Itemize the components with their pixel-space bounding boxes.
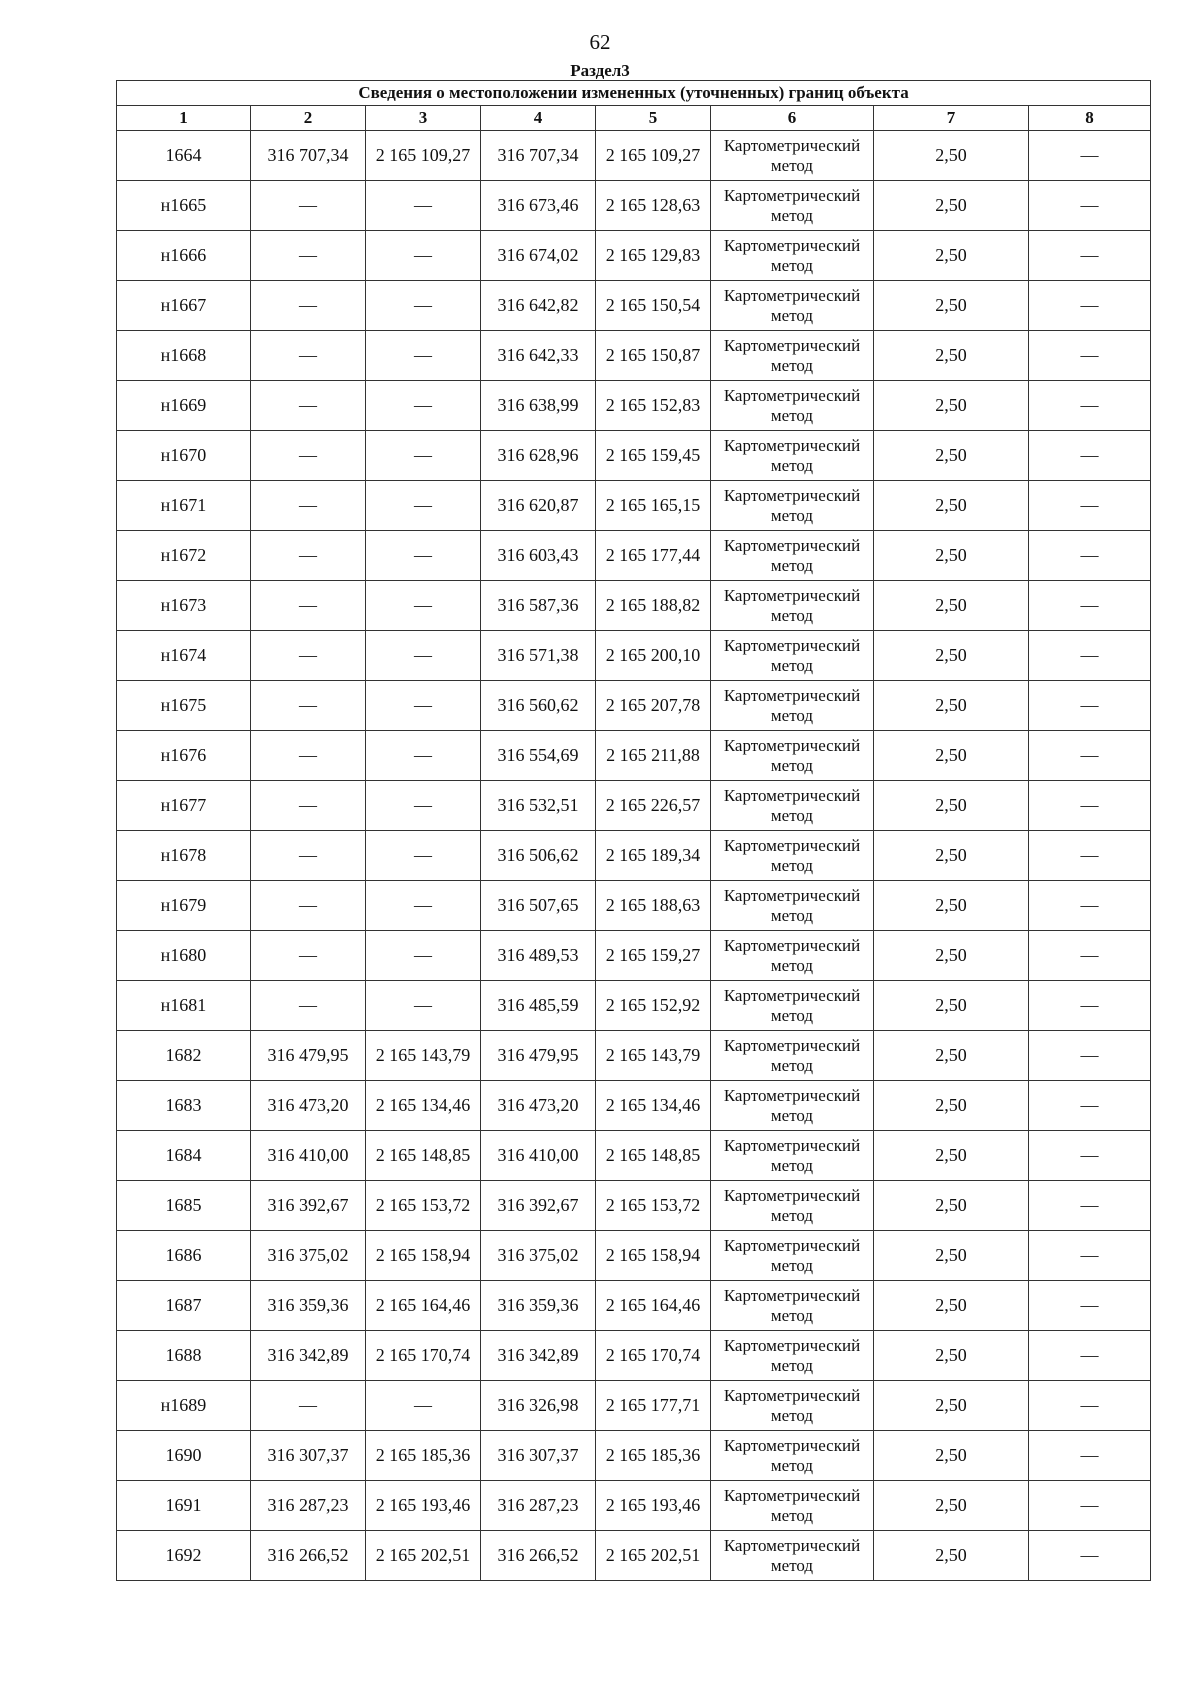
method-cell: Картометрический метод [711, 831, 874, 881]
description-cell: — [1029, 931, 1151, 981]
new-y-cell: 2 165 202,51 [596, 1531, 711, 1581]
method-cell: Картометрический метод [711, 281, 874, 331]
method-cell: Картометрический метод [711, 431, 874, 481]
accuracy-cell: 2,50 [874, 1081, 1029, 1131]
existing-y-cell: — [366, 981, 481, 1031]
existing-y-cell: 2 165 193,46 [366, 1481, 481, 1531]
accuracy-cell: 2,50 [874, 881, 1029, 931]
new-x-cell: 316 342,89 [481, 1331, 596, 1381]
point-id-cell: н1667 [117, 281, 251, 331]
new-x-cell: 316 642,82 [481, 281, 596, 331]
existing-x-cell: 316 479,95 [251, 1031, 366, 1081]
description-cell: — [1029, 1331, 1151, 1381]
existing-y-cell: — [366, 231, 481, 281]
table-row [117, 831, 1151, 881]
method-cell: Картометрический метод [711, 881, 874, 931]
new-x-cell: 316 638,99 [481, 381, 596, 431]
new-x-cell: 316 473,20 [481, 1081, 596, 1131]
method-cell: Картометрический метод [711, 1331, 874, 1381]
column-header-3: 3 [366, 106, 481, 131]
description-cell: — [1029, 981, 1151, 1031]
existing-x-cell: — [251, 931, 366, 981]
new-y-cell: 2 165 134,46 [596, 1081, 711, 1131]
accuracy-cell: 2,50 [874, 181, 1029, 231]
table-body [117, 131, 1151, 1581]
description-cell: — [1029, 1281, 1151, 1331]
new-y-cell: 2 165 152,83 [596, 381, 711, 431]
table-row [117, 1281, 1151, 1331]
new-y-cell: 2 165 211,88 [596, 731, 711, 781]
existing-y-cell: — [366, 531, 481, 581]
new-x-cell: 316 620,87 [481, 481, 596, 531]
method-cell: Картометрический метод [711, 181, 874, 231]
new-x-cell: 316 287,23 [481, 1481, 596, 1531]
new-y-cell: 2 165 150,54 [596, 281, 711, 331]
existing-x-cell: — [251, 781, 366, 831]
existing-y-cell: 2 165 153,72 [366, 1181, 481, 1231]
method-cell: Картометрический метод [711, 481, 874, 531]
accuracy-cell: 2,50 [874, 581, 1029, 631]
description-cell: — [1029, 1081, 1151, 1131]
table-row [117, 281, 1151, 331]
new-y-cell: 2 165 143,79 [596, 1031, 711, 1081]
column-header-5: 5 [596, 106, 711, 131]
table-row [117, 931, 1151, 981]
description-cell: — [1029, 1131, 1151, 1181]
new-x-cell: 316 359,36 [481, 1281, 596, 1331]
description-cell: — [1029, 531, 1151, 581]
accuracy-cell: 2,50 [874, 1431, 1029, 1481]
existing-y-cell: 2 165 134,46 [366, 1081, 481, 1131]
existing-y-cell: — [366, 331, 481, 381]
point-id-cell: 1691 [117, 1481, 251, 1531]
accuracy-cell: 2,50 [874, 131, 1029, 181]
table-row [117, 881, 1151, 931]
new-y-cell: 2 165 185,36 [596, 1431, 711, 1481]
description-cell: — [1029, 1181, 1151, 1231]
point-id-cell: н1676 [117, 731, 251, 781]
method-cell: Картометрический метод [711, 1131, 874, 1181]
table-row [117, 381, 1151, 431]
new-y-cell: 2 165 170,74 [596, 1331, 711, 1381]
existing-x-cell: — [251, 981, 366, 1031]
new-y-cell: 2 165 128,63 [596, 181, 711, 231]
point-id-cell: 1685 [117, 1181, 251, 1231]
point-id-cell: н1670 [117, 431, 251, 481]
point-id-cell: н1666 [117, 231, 251, 281]
boundary-coordinates-table [116, 80, 1151, 1581]
point-id-cell: 1687 [117, 1281, 251, 1331]
existing-x-cell: 316 707,34 [251, 131, 366, 181]
new-y-cell: 2 165 109,27 [596, 131, 711, 181]
existing-x-cell: — [251, 631, 366, 681]
accuracy-cell: 2,50 [874, 1531, 1029, 1581]
existing-x-cell: 316 342,89 [251, 1331, 366, 1381]
method-cell: Картометрический метод [711, 1181, 874, 1231]
existing-y-cell: 2 165 185,36 [366, 1431, 481, 1481]
description-cell: — [1029, 1031, 1151, 1081]
existing-x-cell: 316 473,20 [251, 1081, 366, 1131]
description-cell: — [1029, 1381, 1151, 1431]
method-cell: Картометрический метод [711, 231, 874, 281]
accuracy-cell: 2,50 [874, 1131, 1029, 1181]
existing-y-cell: 2 165 170,74 [366, 1331, 481, 1381]
existing-x-cell: — [251, 731, 366, 781]
table-row [117, 781, 1151, 831]
method-cell: Картометрический метод [711, 331, 874, 381]
method-cell: Картометрический метод [711, 581, 874, 631]
point-id-cell: н1677 [117, 781, 251, 831]
accuracy-cell: 2,50 [874, 681, 1029, 731]
new-y-cell: 2 165 148,85 [596, 1131, 711, 1181]
description-cell: — [1029, 381, 1151, 431]
existing-x-cell: 316 392,67 [251, 1181, 366, 1231]
existing-x-cell: — [251, 431, 366, 481]
point-id-cell: 1692 [117, 1531, 251, 1581]
new-y-cell: 2 165 177,44 [596, 531, 711, 581]
new-x-cell: 316 410,00 [481, 1131, 596, 1181]
existing-x-cell: — [251, 881, 366, 931]
accuracy-cell: 2,50 [874, 531, 1029, 581]
accuracy-cell: 2,50 [874, 381, 1029, 431]
method-cell: Картометрический метод [711, 631, 874, 681]
new-x-cell: 316 532,51 [481, 781, 596, 831]
new-y-cell: 2 165 200,10 [596, 631, 711, 681]
new-x-cell: 316 628,96 [481, 431, 596, 481]
table-row [117, 431, 1151, 481]
new-x-cell: 316 642,33 [481, 331, 596, 381]
column-number-row [117, 106, 1151, 131]
existing-x-cell: — [251, 1381, 366, 1431]
description-cell: — [1029, 281, 1151, 331]
method-cell: Картометрический метод [711, 531, 874, 581]
table-row [117, 181, 1151, 231]
description-cell: — [1029, 681, 1151, 731]
accuracy-cell: 2,50 [874, 831, 1029, 881]
point-id-cell: 1688 [117, 1331, 251, 1381]
table-row [117, 981, 1151, 1031]
existing-x-cell: — [251, 481, 366, 531]
table-row [117, 531, 1151, 581]
table-row [117, 1381, 1151, 1431]
new-x-cell: 316 587,36 [481, 581, 596, 631]
new-y-cell: 2 165 226,57 [596, 781, 711, 831]
table-caption: Сведения о местоположении измененных (уточненных) границ объекта [117, 81, 1151, 106]
existing-x-cell: 316 359,36 [251, 1281, 366, 1331]
method-cell: Картометрический метод [711, 981, 874, 1031]
new-x-cell: 316 307,37 [481, 1431, 596, 1481]
accuracy-cell: 2,50 [874, 1181, 1029, 1231]
accuracy-cell: 2,50 [874, 931, 1029, 981]
method-cell: Картометрический метод [711, 1531, 874, 1581]
column-header-6: 6 [711, 106, 874, 131]
new-x-cell: 316 707,34 [481, 131, 596, 181]
existing-y-cell: — [366, 931, 481, 981]
existing-x-cell: — [251, 681, 366, 731]
new-y-cell: 2 165 188,63 [596, 881, 711, 931]
new-x-cell: 316 479,95 [481, 1031, 596, 1081]
point-id-cell: н1681 [117, 981, 251, 1031]
column-header-7: 7 [874, 106, 1029, 131]
new-y-cell: 2 165 150,87 [596, 331, 711, 381]
existing-y-cell: — [366, 431, 481, 481]
description-cell: — [1029, 1481, 1151, 1531]
method-cell: Картометрический метод [711, 1031, 874, 1081]
point-id-cell: н1680 [117, 931, 251, 981]
description-cell: — [1029, 781, 1151, 831]
existing-x-cell: 316 410,00 [251, 1131, 366, 1181]
new-y-cell: 2 165 193,46 [596, 1481, 711, 1531]
description-cell: — [1029, 131, 1151, 181]
description-cell: — [1029, 331, 1151, 381]
accuracy-cell: 2,50 [874, 631, 1029, 681]
method-cell: Картометрический метод [711, 781, 874, 831]
existing-x-cell: — [251, 381, 366, 431]
accuracy-cell: 2,50 [874, 1331, 1029, 1381]
table-row [117, 1031, 1151, 1081]
existing-x-cell: — [251, 231, 366, 281]
accuracy-cell: 2,50 [874, 1281, 1029, 1331]
description-cell: — [1029, 881, 1151, 931]
existing-y-cell: 2 165 109,27 [366, 131, 481, 181]
new-x-cell: 316 506,62 [481, 831, 596, 881]
new-x-cell: 316 489,53 [481, 931, 596, 981]
existing-y-cell: 2 165 148,85 [366, 1131, 481, 1181]
table-row [117, 1531, 1151, 1581]
point-id-cell: н1679 [117, 881, 251, 931]
column-header-1: 1 [117, 106, 251, 131]
existing-y-cell: — [366, 681, 481, 731]
new-y-cell: 2 165 207,78 [596, 681, 711, 731]
new-y-cell: 2 165 129,83 [596, 231, 711, 281]
existing-x-cell: — [251, 331, 366, 381]
new-x-cell: 316 560,62 [481, 681, 596, 731]
existing-x-cell: — [251, 831, 366, 881]
existing-y-cell: — [366, 381, 481, 431]
new-x-cell: 316 507,65 [481, 881, 596, 931]
point-id-cell: 1683 [117, 1081, 251, 1131]
table-row [117, 1131, 1151, 1181]
existing-x-cell: 316 307,37 [251, 1431, 366, 1481]
new-y-cell: 2 165 159,45 [596, 431, 711, 481]
description-cell: — [1029, 731, 1151, 781]
point-id-cell: н1675 [117, 681, 251, 731]
new-x-cell: 316 375,02 [481, 1231, 596, 1281]
point-id-cell: н1674 [117, 631, 251, 681]
table-row [117, 231, 1151, 281]
description-cell: — [1029, 1531, 1151, 1581]
accuracy-cell: 2,50 [874, 1031, 1029, 1081]
point-id-cell: н1671 [117, 481, 251, 531]
new-x-cell: 316 392,67 [481, 1181, 596, 1231]
point-id-cell: 1682 [117, 1031, 251, 1081]
table-row [117, 1331, 1151, 1381]
table-row [117, 131, 1151, 181]
accuracy-cell: 2,50 [874, 781, 1029, 831]
method-cell: Картометрический метод [711, 131, 874, 181]
method-cell: Картометрический метод [711, 1231, 874, 1281]
description-cell: — [1029, 431, 1151, 481]
table-row [117, 731, 1151, 781]
existing-y-cell: 2 165 164,46 [366, 1281, 481, 1331]
new-x-cell: 316 326,98 [481, 1381, 596, 1431]
point-id-cell: 1690 [117, 1431, 251, 1481]
existing-x-cell: — [251, 531, 366, 581]
method-cell: Картометрический метод [711, 1081, 874, 1131]
description-cell: — [1029, 831, 1151, 881]
new-y-cell: 2 165 164,46 [596, 1281, 711, 1331]
table-row [117, 1481, 1151, 1531]
point-id-cell: н1668 [117, 331, 251, 381]
table-row [117, 331, 1151, 381]
method-cell: Картометрический метод [711, 1381, 874, 1431]
existing-x-cell: 316 375,02 [251, 1231, 366, 1281]
point-id-cell: н1689 [117, 1381, 251, 1431]
point-id-cell: н1678 [117, 831, 251, 881]
existing-x-cell: 316 266,52 [251, 1531, 366, 1581]
existing-x-cell: — [251, 181, 366, 231]
existing-y-cell: — [366, 831, 481, 881]
new-y-cell: 2 165 165,15 [596, 481, 711, 531]
point-id-cell: н1672 [117, 531, 251, 581]
new-y-cell: 2 165 159,27 [596, 931, 711, 981]
new-y-cell: 2 165 177,71 [596, 1381, 711, 1431]
existing-x-cell: 316 287,23 [251, 1481, 366, 1531]
page-number: 62 [589, 30, 611, 54]
existing-y-cell: — [366, 1381, 481, 1431]
table-row [117, 581, 1151, 631]
point-id-cell: н1665 [117, 181, 251, 231]
point-id-cell: н1673 [117, 581, 251, 631]
accuracy-cell: 2,50 [874, 281, 1029, 331]
table-row [117, 1181, 1151, 1231]
new-x-cell: 316 266,52 [481, 1531, 596, 1581]
method-cell: Картометрический метод [711, 681, 874, 731]
new-y-cell: 2 165 153,72 [596, 1181, 711, 1231]
new-y-cell: 2 165 158,94 [596, 1231, 711, 1281]
existing-y-cell: 2 165 158,94 [366, 1231, 481, 1281]
point-id-cell: 1686 [117, 1231, 251, 1281]
description-cell: — [1029, 231, 1151, 281]
method-cell: Картометрический метод [711, 1481, 874, 1531]
description-cell: — [1029, 1431, 1151, 1481]
existing-y-cell: — [366, 781, 481, 831]
new-x-cell: 316 554,69 [481, 731, 596, 781]
existing-y-cell: 2 165 143,79 [366, 1031, 481, 1081]
description-cell: — [1029, 1231, 1151, 1281]
accuracy-cell: 2,50 [874, 231, 1029, 281]
table-row [117, 1431, 1151, 1481]
table-row [117, 631, 1151, 681]
existing-y-cell: — [366, 731, 481, 781]
method-cell: Картометрический метод [711, 381, 874, 431]
accuracy-cell: 2,50 [874, 731, 1029, 781]
new-x-cell: 316 673,46 [481, 181, 596, 231]
column-header-2: 2 [251, 106, 366, 131]
accuracy-cell: 2,50 [874, 981, 1029, 1031]
existing-x-cell: — [251, 281, 366, 331]
table-row [117, 1081, 1151, 1131]
method-cell: Картометрический метод [711, 1281, 874, 1331]
description-cell: — [1029, 631, 1151, 681]
new-x-cell: 316 485,59 [481, 981, 596, 1031]
description-cell: — [1029, 581, 1151, 631]
existing-y-cell: — [366, 881, 481, 931]
existing-y-cell: — [366, 481, 481, 531]
column-header-8: 8 [1029, 106, 1151, 131]
existing-y-cell: — [366, 581, 481, 631]
accuracy-cell: 2,50 [874, 331, 1029, 381]
accuracy-cell: 2,50 [874, 1481, 1029, 1531]
point-id-cell: н1669 [117, 381, 251, 431]
point-id-cell: 1664 [117, 131, 251, 181]
new-y-cell: 2 165 189,34 [596, 831, 711, 881]
existing-y-cell: — [366, 631, 481, 681]
table-row [117, 481, 1151, 531]
existing-y-cell: 2 165 202,51 [366, 1531, 481, 1581]
existing-y-cell: — [366, 181, 481, 231]
method-cell: Картометрический метод [711, 931, 874, 981]
existing-y-cell: — [366, 281, 481, 331]
point-id-cell: 1684 [117, 1131, 251, 1181]
table-row [117, 1231, 1151, 1281]
new-y-cell: 2 165 188,82 [596, 581, 711, 631]
method-cell: Картометрический метод [711, 1431, 874, 1481]
accuracy-cell: 2,50 [874, 481, 1029, 531]
method-cell: Картометрический метод [711, 731, 874, 781]
new-x-cell: 316 603,43 [481, 531, 596, 581]
new-x-cell: 316 571,38 [481, 631, 596, 681]
accuracy-cell: 2,50 [874, 431, 1029, 481]
accuracy-cell: 2,50 [874, 1231, 1029, 1281]
table-row [117, 681, 1151, 731]
existing-x-cell: — [251, 581, 366, 631]
description-cell: — [1029, 181, 1151, 231]
new-x-cell: 316 674,02 [481, 231, 596, 281]
description-cell: — [1029, 481, 1151, 531]
accuracy-cell: 2,50 [874, 1381, 1029, 1431]
column-header-4: 4 [481, 106, 596, 131]
new-y-cell: 2 165 152,92 [596, 981, 711, 1031]
section-title: Раздел3 [570, 61, 630, 80]
